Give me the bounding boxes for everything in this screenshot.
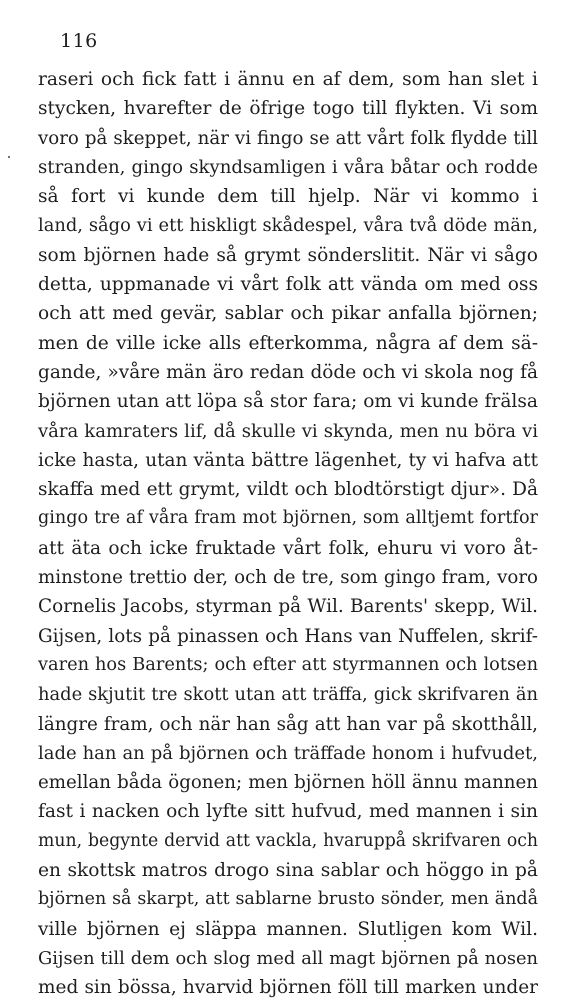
text-line: en skottsk matros drogo sina sablar och höggo in på xyxy=(38,860,538,882)
scan-speck xyxy=(8,156,10,158)
text-line: stranden, gingo skyndsamligen i våra båtar och rodde xyxy=(38,156,538,178)
text-line: som björnen hade så grymt sönderslitit. När vi sågo xyxy=(38,244,538,266)
text-line: ville björnen ej släppa mannen. Slutligen kom Wil. xyxy=(38,918,538,940)
text-line: längre fram, och när han såg att han var på skotthåll, xyxy=(38,713,538,735)
text-line: med sin bössa, hvarvid björnen föll till marken under xyxy=(38,977,538,999)
text-line: voro på skeppet, när vi fingo se att vårt folk flydde till xyxy=(38,127,538,149)
page-number: 116 xyxy=(60,30,98,52)
text-line: björnen utan att löpa så stor fara; om vi kunde frälsa xyxy=(38,391,538,413)
text-line: hade skjutit tre skott utan att träffa, gick skrifvaren än xyxy=(38,684,538,706)
text-line: och att med gevär, sablar och pikar anfalla björnen; xyxy=(38,303,538,325)
text-line: raseri och fick fatt i ännu en af dem, som han slet i xyxy=(38,69,538,90)
text-line: men de ville icke alls efterkomma, några af dem sä- xyxy=(38,332,538,354)
text-line: lade han an på björnen och träffade honom i hufvudet, xyxy=(38,742,538,764)
text-line: att äta och icke fruktade vårt folk, ehuru vi voro åt- xyxy=(38,537,538,559)
scan-speck xyxy=(404,940,406,942)
text-line: Gijsen till dem och slog med all magt björnen på nosen xyxy=(38,947,538,969)
text-line: björnen så skarpt, att sablarne brusto sönder, men ändå xyxy=(38,889,538,910)
text-line: varen hos Barents; och efter att styrmannen och lotsen xyxy=(38,654,538,675)
text-line: gingo tre af våra fram mot björnen, som alltjemt fortfor xyxy=(38,508,538,529)
text-line: gande, »våre män äro redan döde och vi skola nog få xyxy=(38,361,538,383)
text-line: emellan båda ögonen; men björnen höll ännu mannen xyxy=(38,772,538,794)
text-line: stycken, hvarefter de öfrige togo till flykten. Vi som xyxy=(38,98,538,120)
text-line: detta, uppmanade vi vårt folk att vända om med oss xyxy=(38,274,538,296)
text-line: fast i nacken och lyfte sitt hufvud, med mannen i sin xyxy=(38,801,538,823)
text-line: land, sågo vi ett hiskligt skådespel, våra två döde män, xyxy=(38,215,538,237)
text-line: våra kamraters lif, då skulle vi skynda, men nu böra vi xyxy=(38,420,538,442)
text-line: Gijsen, lots på pinassen och Hans van Nuffelen, skrif- xyxy=(38,625,538,647)
text-line: Cornelis Jacobs, styrman på Wil. Barents' skepp, Wil. xyxy=(38,596,538,618)
text-line: minstone trettio der, och de tre, som gingo fram, voro xyxy=(38,567,538,589)
text-line: skaffa med ett grymt, vildt och blodtörstigt djur». Då xyxy=(38,479,538,501)
text-line: icke hasta, utan vänta bättre lägenhet, ty vi hafva att xyxy=(38,449,538,471)
body-text xyxy=(38,65,538,1003)
text-line: mun, begynte dervid att vackla, hvaruppå skrifvaren och xyxy=(38,830,538,851)
text-line: så fort vi kunde dem till hjelp. När vi kommo i xyxy=(38,186,538,208)
